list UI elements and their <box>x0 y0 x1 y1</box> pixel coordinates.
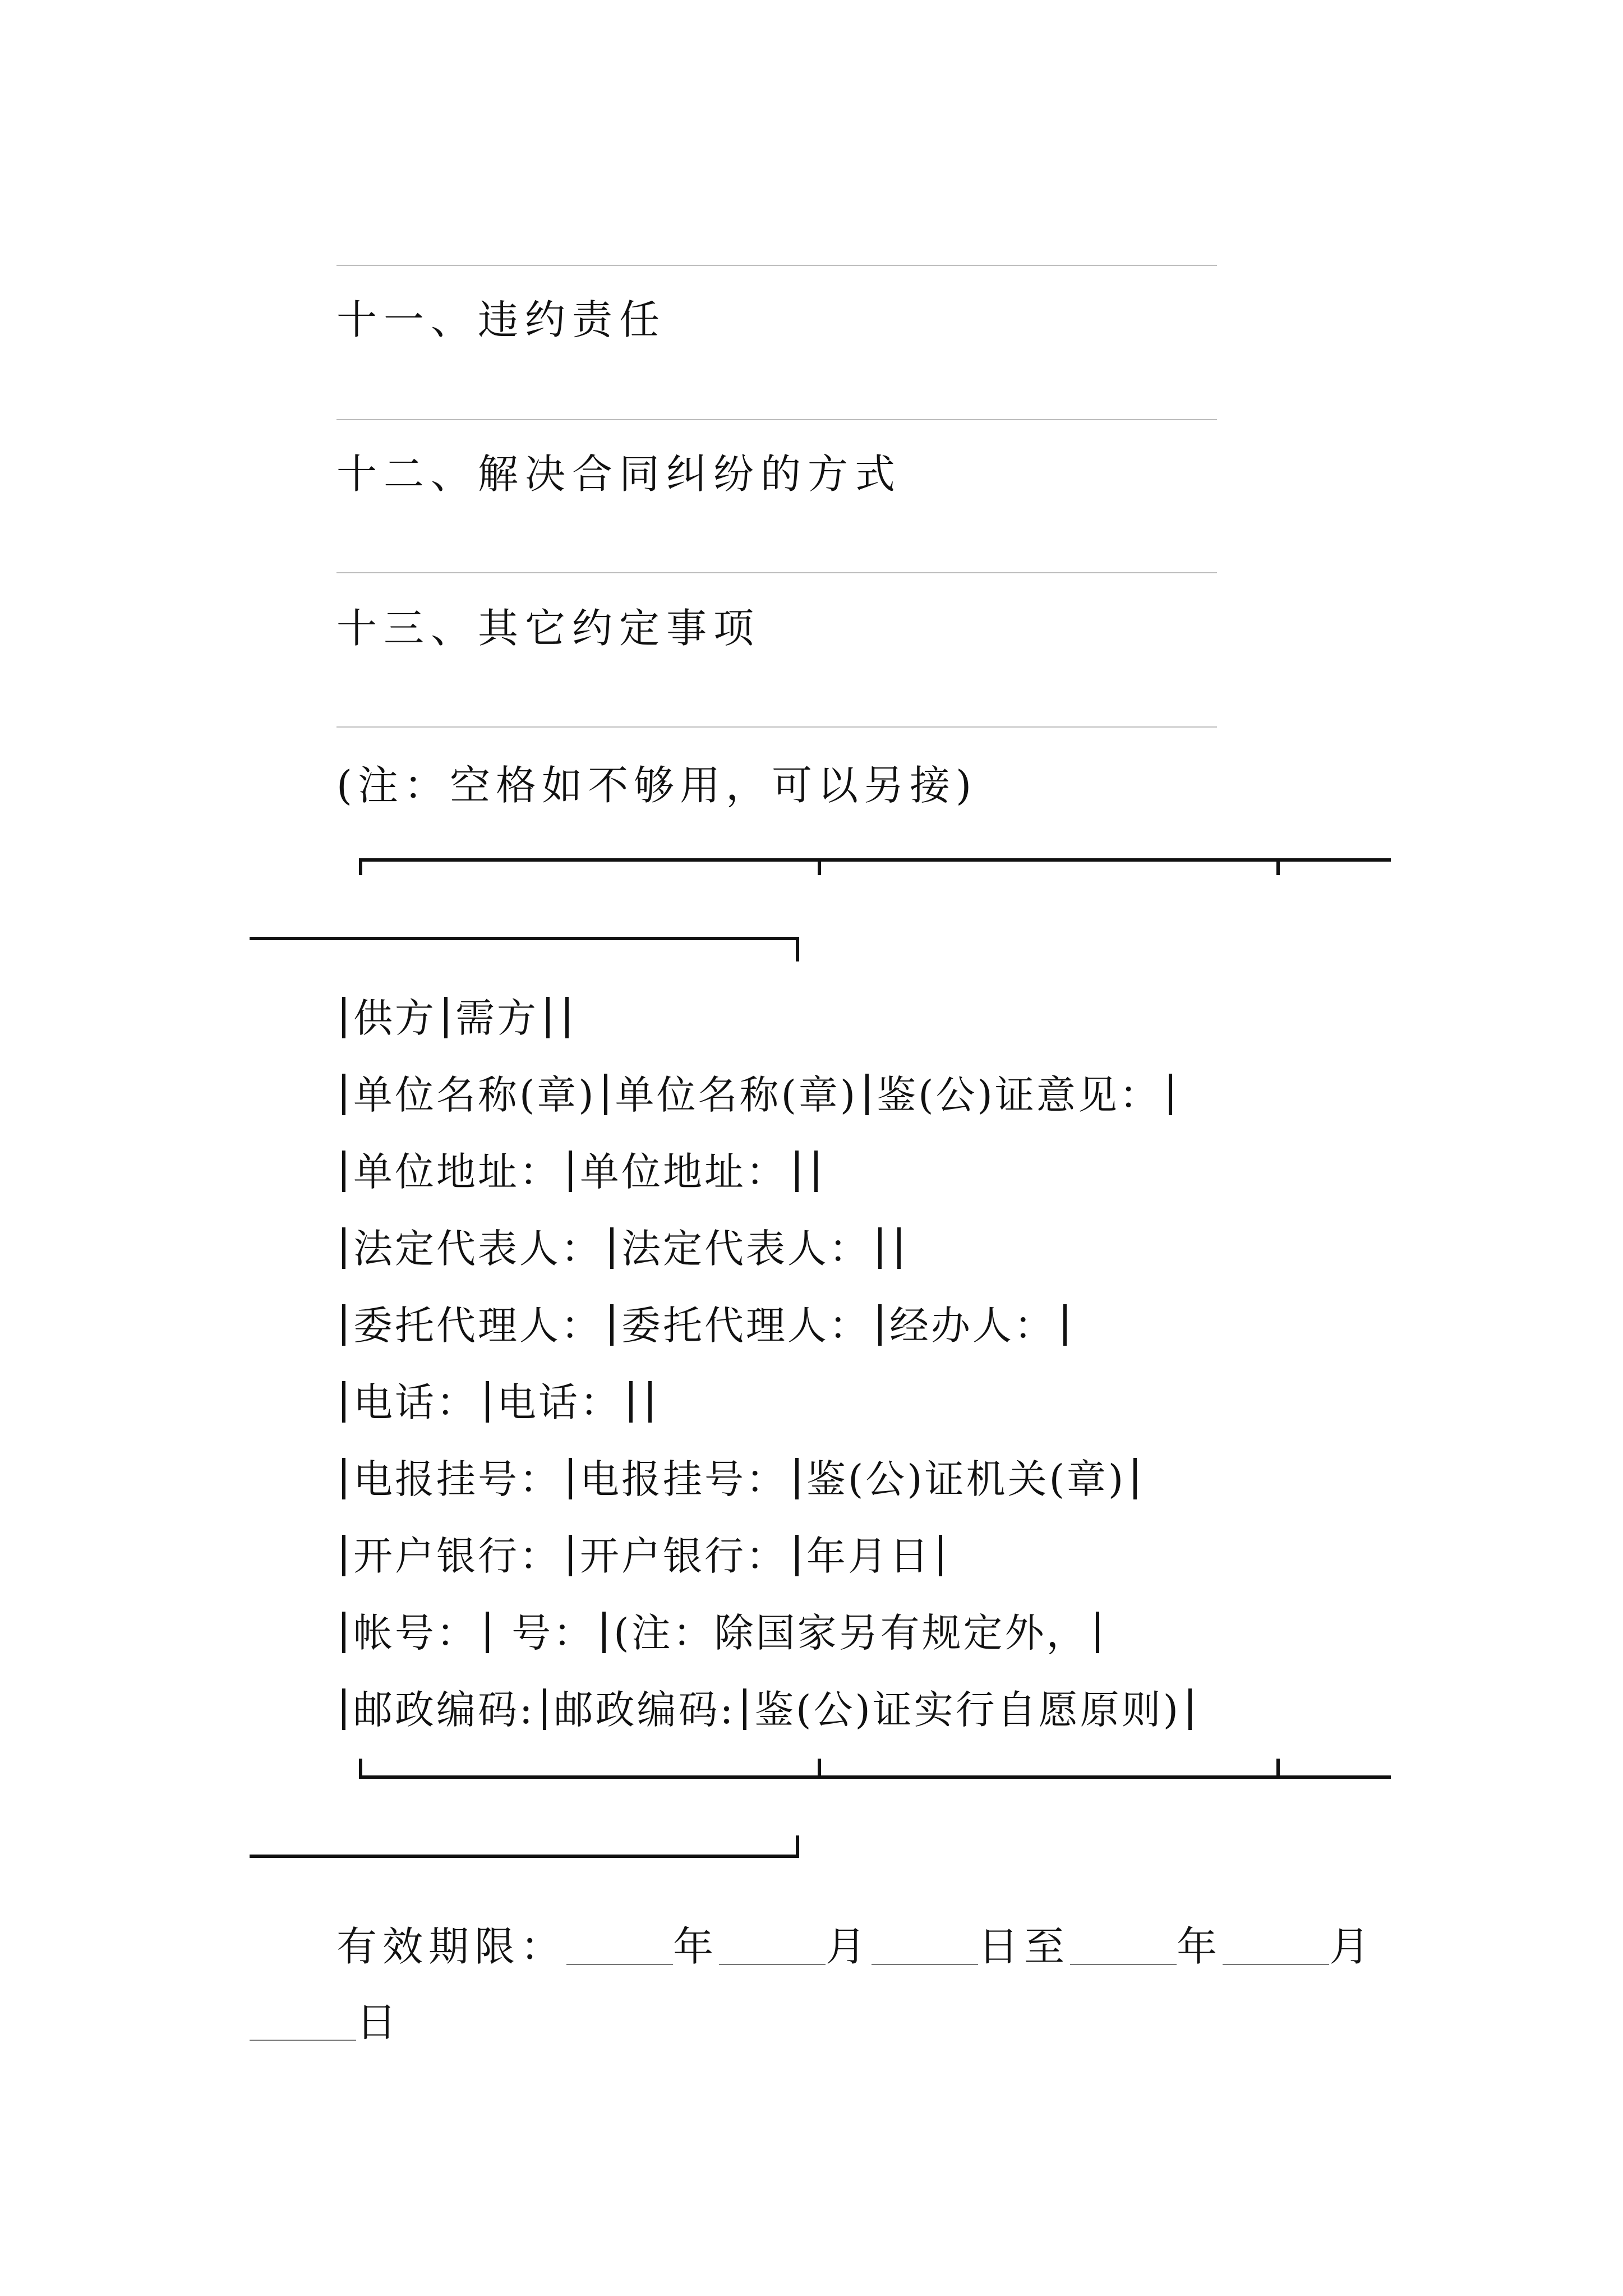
validity-line-wrap <box>250 1997 402 2047</box>
table-row <box>342 1223 909 1274</box>
table-cell: 单位地址： <box>580 1149 787 1195</box>
section-heading-breach: 十一、违约责任 <box>336 296 667 343</box>
blank-field <box>1070 1930 1177 1965</box>
table-cell: 电报挂号： <box>580 1456 787 1502</box>
table-cell: 经办人： <box>889 1303 1055 1349</box>
table-row <box>342 1070 1180 1120</box>
validity-label: 有效期限： <box>336 1923 567 1970</box>
validity-day-to: 日至 <box>978 1923 1071 1970</box>
section-divider <box>336 419 1217 420</box>
blank-field <box>872 1930 978 1965</box>
table-cell: 法定代表人： <box>353 1226 602 1272</box>
table-cell: 法定代表人： <box>621 1226 870 1272</box>
table-cell: 电话： <box>497 1379 621 1425</box>
validity-year: 年 <box>673 1923 720 1970</box>
section-heading-dispute: 十二、解决合同纠纷的方式 <box>336 450 902 498</box>
blank-field <box>566 1930 673 1965</box>
table-cell: 需方 <box>455 995 538 1041</box>
table-cell: 委托代理人： <box>353 1303 602 1349</box>
table-cell: 开户银行： <box>580 1533 787 1579</box>
section-heading-other: 十三、其它约定事项 <box>336 605 761 652</box>
table-row <box>342 1300 1075 1351</box>
table-row <box>342 1608 1107 1658</box>
validity-day: 日 <box>356 1999 403 2046</box>
table-cell: 电报挂号： <box>353 1456 561 1502</box>
table-cell: 供方 <box>353 995 436 1041</box>
table-cell: 鉴(公)证机关(章) <box>806 1456 1126 1502</box>
validity-line <box>336 1921 1375 1972</box>
validity-month: 月 <box>826 1923 872 1970</box>
table-cell: 号： <box>497 1610 595 1656</box>
table-cell: 邮政编码: <box>353 1687 535 1733</box>
table-row <box>342 993 577 1043</box>
table-cell: 开户银行： <box>353 1533 561 1579</box>
table-row <box>342 1685 1200 1735</box>
table-cell: 委托代理人： <box>621 1303 870 1349</box>
table-row <box>342 1377 660 1428</box>
section-divider <box>336 572 1217 573</box>
blank-field <box>250 2006 356 2041</box>
blank-field <box>1223 1930 1329 1965</box>
section-divider <box>336 726 1217 728</box>
table-cell: 单位地址： <box>353 1149 561 1195</box>
validity-month: 月 <box>1329 1923 1376 1970</box>
note-text: (注：空格如不够用，可以另接) <box>336 762 978 809</box>
table-row <box>342 1531 950 1581</box>
table-row <box>342 1454 1145 1504</box>
section-divider <box>336 265 1217 266</box>
table-row <box>342 1147 826 1197</box>
table-cell: 电话： <box>353 1379 478 1425</box>
validity-year: 年 <box>1177 1923 1223 1970</box>
table-cell: (注：除国家另有规定外， <box>614 1610 1088 1656</box>
table-cell: 单位名称(章) <box>353 1072 596 1118</box>
table-cell: 年月日 <box>806 1533 931 1579</box>
table-cell: 帐号： <box>353 1610 478 1656</box>
table-cell: 邮政编码: <box>554 1687 736 1733</box>
table-cell: 鉴(公)证意见： <box>877 1072 1161 1118</box>
table-cell: 鉴(公)证实行自愿原则) <box>754 1687 1181 1733</box>
table-cell: 单位名称(章) <box>615 1072 858 1118</box>
blank-field <box>719 1930 826 1965</box>
